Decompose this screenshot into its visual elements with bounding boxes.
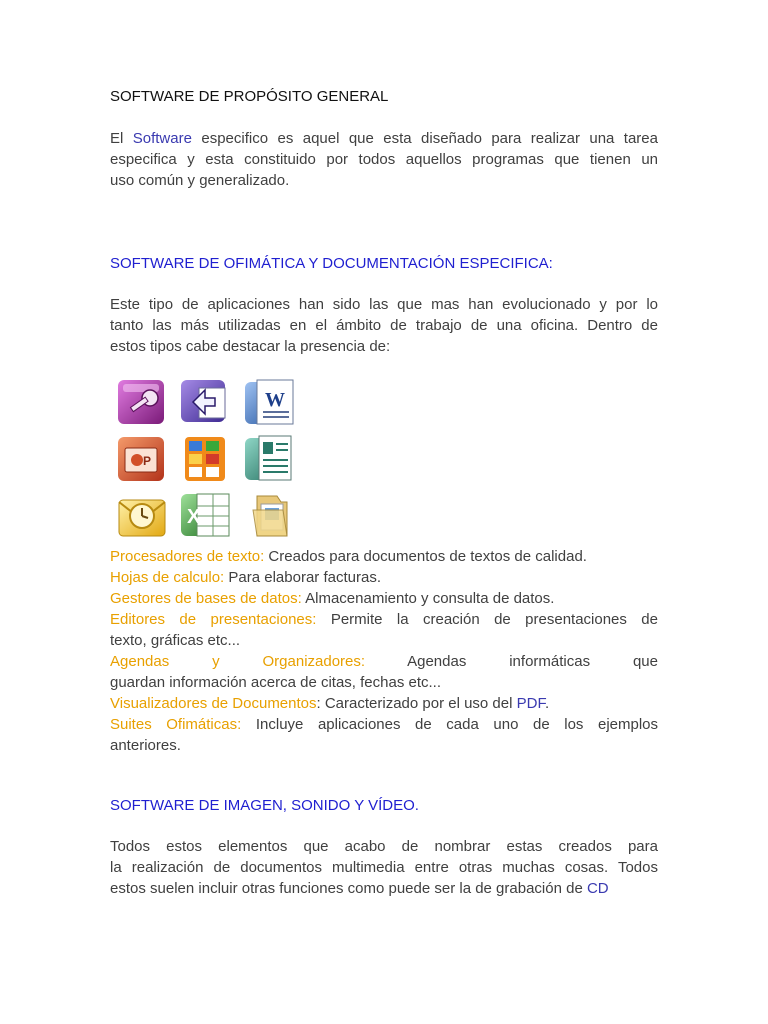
paragraph-line: la realización de documentos multimedia entre otras muchas cosas. Todos	[110, 859, 658, 876]
paragraph-general-software	[110, 128, 658, 191]
item-text: Para elaborar facturas.	[224, 569, 381, 586]
heading-part: SOFTWARE DE IMAGEN	[110, 797, 283, 814]
paragraph-line: Todos estos elementos que acabo de nombrar estas creados para	[110, 838, 658, 855]
paragraph-line: tanto las más utilizadas en el ámbito de trabajo de una oficina. Dentro de	[110, 317, 658, 334]
item-label: Editores de presentaciones:	[110, 611, 317, 628]
item-text: .	[544, 695, 550, 712]
software-link[interactable]: Software	[132, 130, 192, 147]
office-logo-icon	[179, 434, 235, 484]
item-label: Agendas	[110, 653, 170, 670]
paragraph-line: uso común y generalizado.	[110, 172, 290, 189]
item-text: Permite la creación de presentaciones de	[316, 611, 658, 628]
paragraph-line: Este tipo de aplicaciones han sido las que mas han evolucionado y por lo	[110, 296, 658, 313]
office-app-list	[110, 546, 658, 756]
item-text: Almacenamiento y consulta de datos.	[301, 590, 555, 607]
folder-icon	[243, 490, 299, 540]
list-item-continued: anteriores.	[110, 737, 181, 754]
item-text: Incluye aplicaciones de cada uno de los ejemplos	[241, 716, 659, 733]
infopath-icon	[179, 378, 235, 428]
item-label: Gestores de bases de datos:	[110, 590, 302, 607]
list-item	[110, 546, 658, 567]
item-label: Organizadores:	[262, 653, 366, 670]
list-item	[110, 651, 658, 672]
powerpoint-icon	[115, 434, 171, 484]
paragraph-line: estos tipos cabe destacar la presencia de:	[110, 338, 391, 355]
office-icons-grid	[115, 378, 307, 542]
item-label: Suites Ofimáticas:	[110, 716, 242, 733]
paragraph-office-software	[110, 294, 658, 357]
access-icon	[115, 378, 171, 428]
item-text: Creados para documentos de textos de calidad.	[264, 548, 587, 565]
heading-part: , SONIDO Y VÍDEO.	[282, 797, 419, 814]
svg-text:P: P	[143, 454, 152, 468]
list-item	[110, 567, 658, 588]
item-label: Hojas de calculo:	[110, 569, 225, 586]
text: estos suelen incluir otras funciones como puede ser la de grabación de	[110, 880, 587, 897]
heading-multimedia-software	[110, 795, 419, 816]
text: especifico es aquel que esta diseñado para realizar una tarea	[191, 130, 658, 147]
item-text: : Caracterizado por el uso del	[316, 695, 517, 712]
list-item	[110, 714, 658, 735]
paragraph-line: especifica y esta constituido por todos aquellos programas que tienen un	[110, 151, 658, 168]
paragraph-line	[110, 878, 658, 899]
pdf-link[interactable]: PDF	[516, 695, 545, 712]
list-item-continued: guardan información acerca de citas, fechas etc...	[110, 674, 442, 691]
heading-general-software: SOFTWARE DE PROPÓSITO GENERAL	[110, 88, 389, 105]
list-item	[110, 588, 658, 609]
word-icon	[243, 378, 299, 428]
item-label: y	[212, 653, 220, 670]
publisher-icon	[243, 434, 299, 484]
cd-link[interactable]: CD	[586, 880, 609, 897]
text: El	[110, 130, 133, 147]
list-item-continued: texto, gráficas etc...	[110, 632, 241, 649]
svg-text:X: X	[187, 506, 201, 528]
list-item	[110, 693, 658, 714]
paragraph-multimedia-software	[110, 836, 658, 899]
svg-text:W: W	[265, 389, 285, 411]
excel-icon	[179, 490, 235, 540]
heading-office-software: SOFTWARE DE OFIMÁTICA Y DOCUMENTACIÓN ESPECIFICA:	[110, 255, 553, 272]
item-text: Agendas informáticas que	[365, 653, 658, 670]
list-item	[110, 609, 658, 630]
item-label: Procesadores de texto:	[110, 548, 265, 565]
item-label: Visualizadores de Documentos	[110, 695, 317, 712]
outlook-icon	[115, 490, 171, 540]
paragraph-line	[110, 128, 658, 149]
